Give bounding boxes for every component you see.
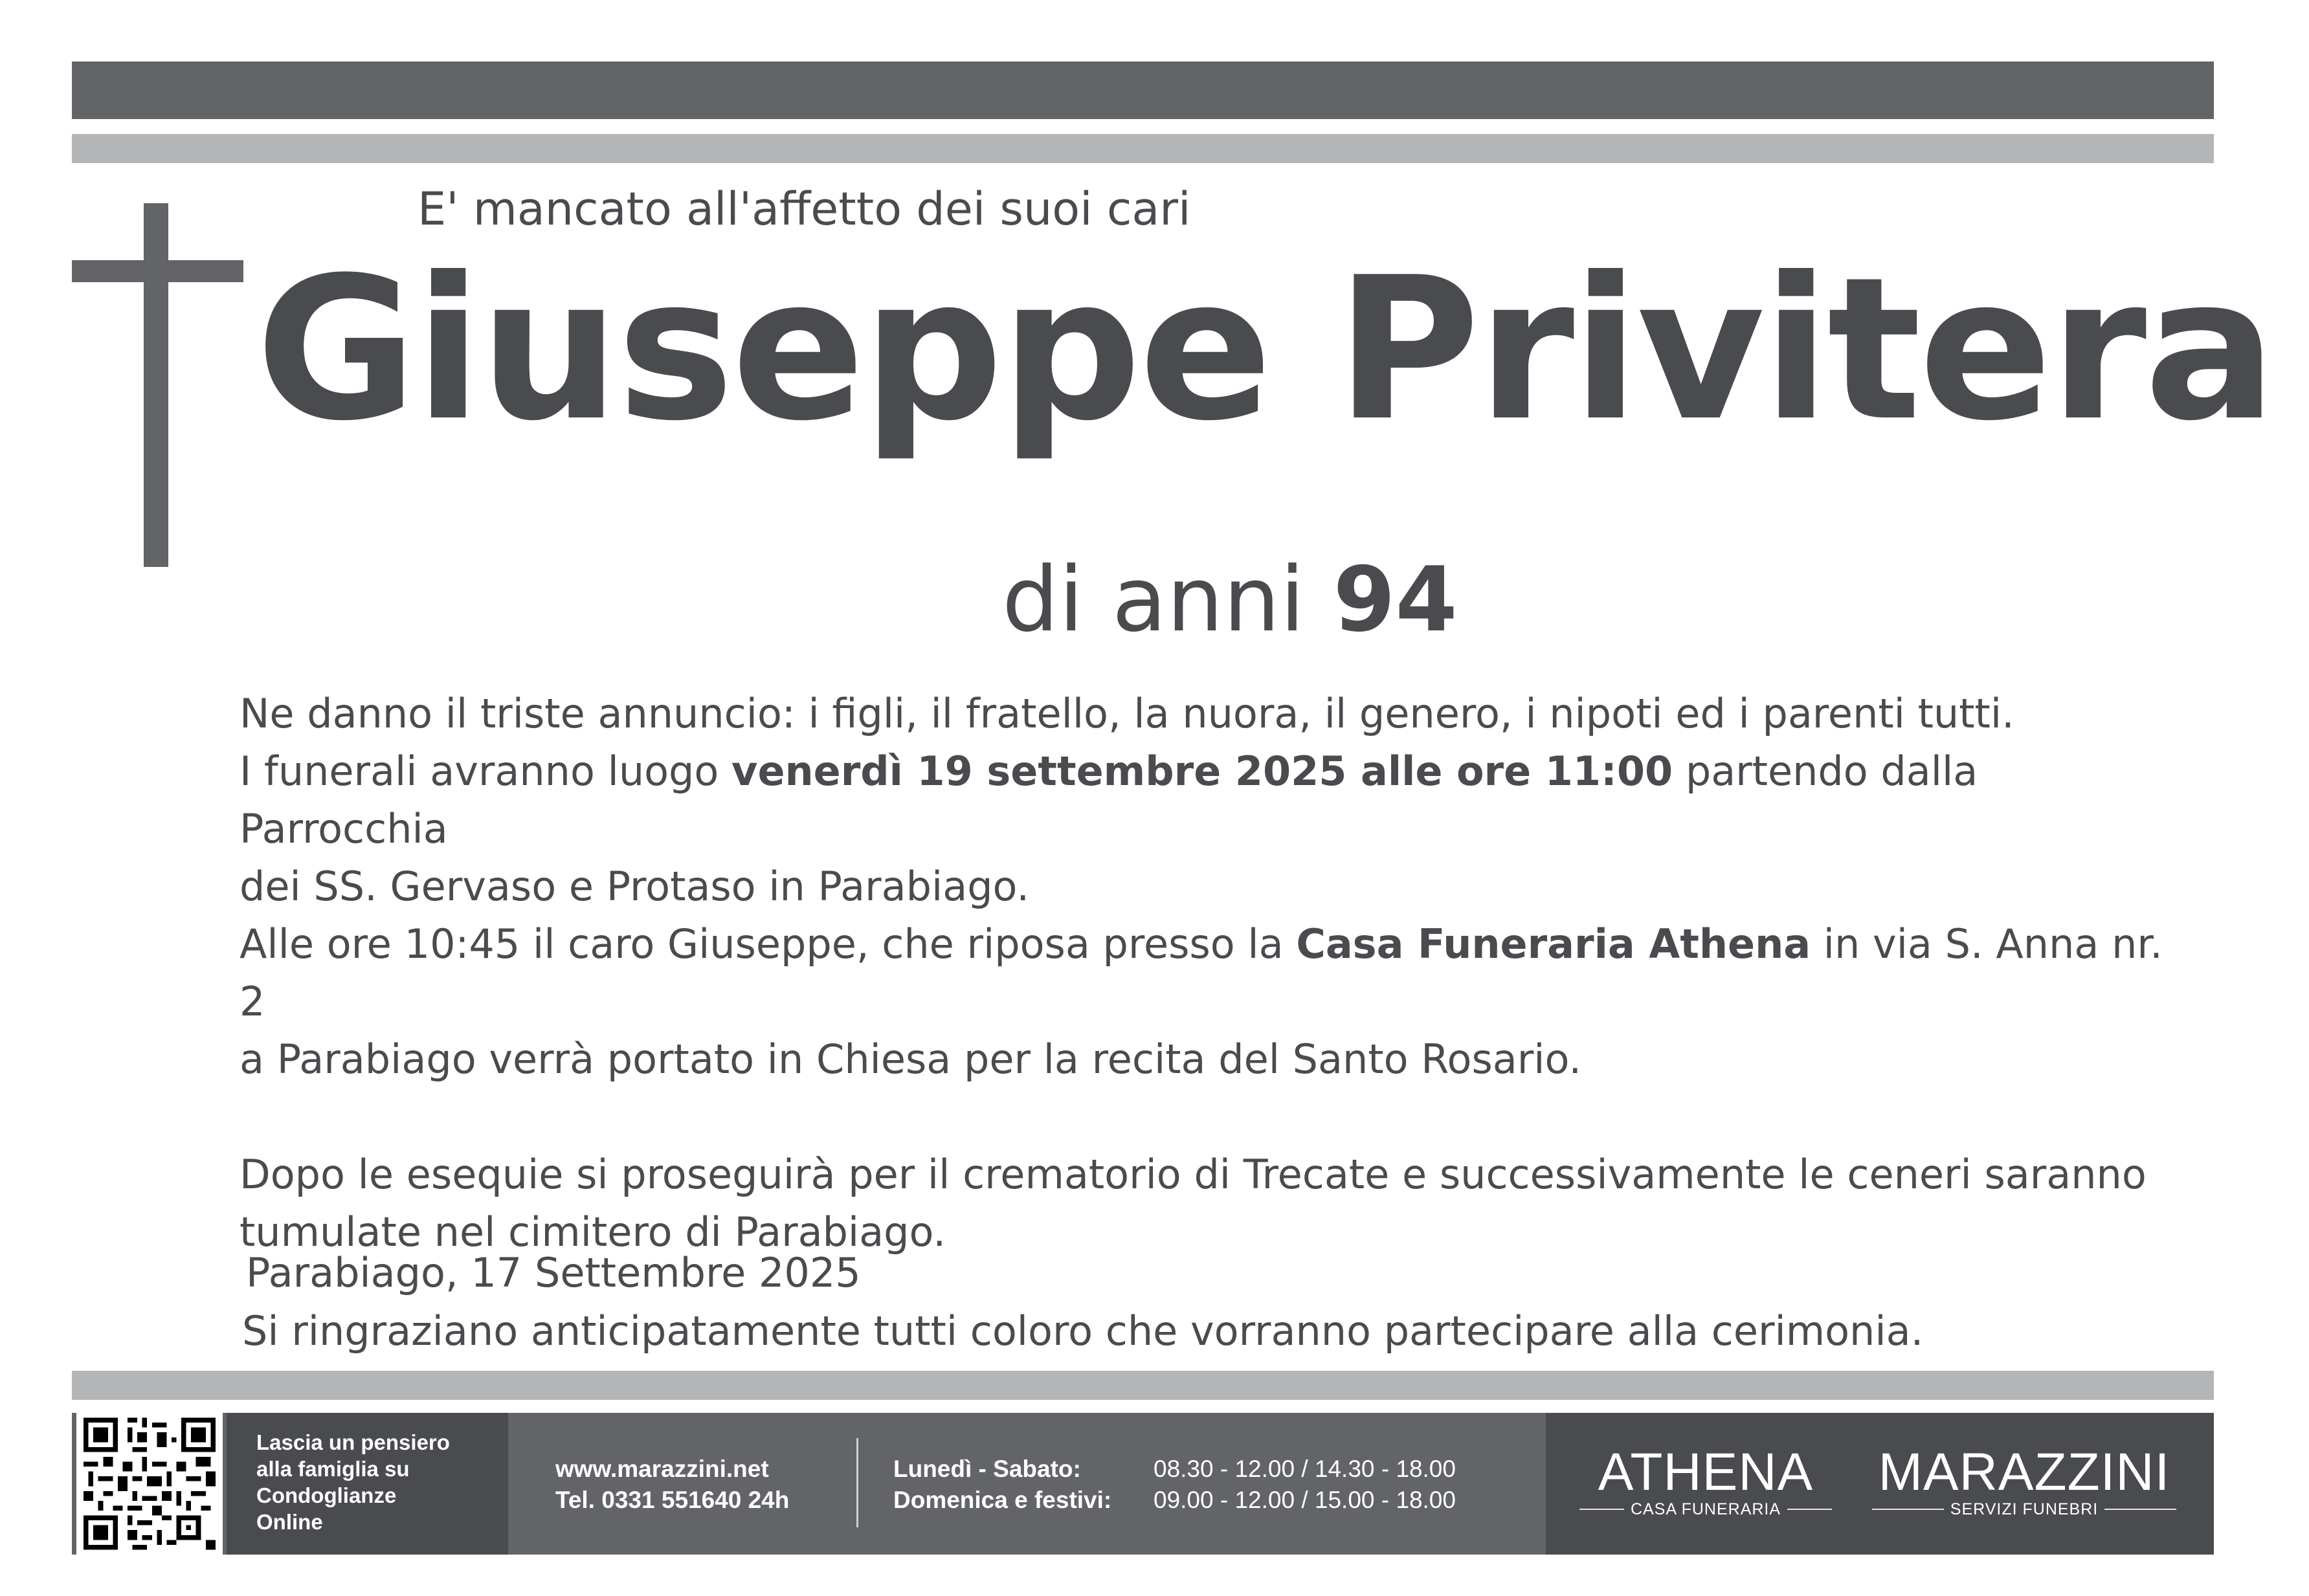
- phone-number: Tel. 0331 551640 24h: [555, 1487, 790, 1513]
- age-value: 94: [1333, 548, 1458, 652]
- age-line: [1002, 548, 1458, 652]
- weekday-label: Lunedì - Sabato:: [893, 1456, 1081, 1482]
- body-line: dei SS. Gervaso e Protaso in Parabiago.: [240, 863, 1030, 910]
- qr-code-graphic: [76, 1413, 223, 1555]
- paragraph-gap: [240, 1088, 2181, 1146]
- body-line: tumulate nel cimitero di Parabiago.: [240, 1208, 946, 1256]
- top-light-bar: [72, 134, 2214, 163]
- place-date: Parabiago, 17 Settembre 2025: [246, 1249, 861, 1296]
- body-line: Ne danno il triste annuncio: i figli, il fratello, la nuora, il genero, i nipoti ed i parenti tutti.: [240, 690, 2014, 737]
- contact-block: [555, 1454, 789, 1516]
- age-prefix: di anni: [1002, 548, 1305, 652]
- condolence-line: alla famiglia su: [256, 1457, 410, 1481]
- holiday-hours: 09.00 - 12.00 / 15.00 - 18.00: [1154, 1487, 1456, 1513]
- marazzini-logo: [1872, 1445, 2176, 1518]
- announcement-body: [240, 685, 2181, 1261]
- condolence-text[interactable]: [256, 1429, 502, 1535]
- body-line: Dopo le esequie si proseguirà per il crematorio di Trecate e successivamente le ceneri saranno: [240, 1151, 2147, 1198]
- website-link[interactable]: www.marazzini.net: [555, 1456, 769, 1482]
- deceased-name: Giuseppe Privitera: [256, 235, 2275, 464]
- cross-icon-vertical: [144, 203, 168, 567]
- footer-divider: [856, 1438, 858, 1527]
- body-line: I funerali avranno luogo venerdì 19 settembre 2025 alle ore 11:00 partendo dalla Parrocchia: [240, 748, 1978, 852]
- athena-logo-sub: CASA FUNERARIA: [1579, 1500, 1832, 1518]
- condolence-line: Condoglianze: [256, 1483, 397, 1507]
- condolence-line: Online: [256, 1510, 323, 1534]
- marazzini-logo-sub: SERVIZI FUNEBRI: [1872, 1500, 2176, 1518]
- holiday-label: Domenica e festivi:: [893, 1487, 1112, 1513]
- qr-code-icon[interactable]: [76, 1413, 223, 1555]
- opening-hours: [1154, 1454, 1456, 1516]
- athena-logo: [1579, 1445, 1832, 1518]
- opening-days: [893, 1454, 1111, 1516]
- marazzini-logo-name: MARAZZINI: [1878, 1443, 2170, 1502]
- body-line: Alle ore 10:45 il caro Giuseppe, che riposa presso la Casa Funeraria Athena in via S. Anna nr. 2: [240, 920, 2163, 1025]
- weekday-hours: 08.30 - 12.00 / 14.30 - 18.00: [1154, 1456, 1456, 1482]
- cross-icon-horizontal: [72, 260, 243, 282]
- top-dark-bar: [72, 61, 2214, 119]
- body-line: a Parabiago verrà portato in Chiesa per la recita del Santo Rosario.: [240, 1036, 1582, 1083]
- intro-text: E' mancato all'affetto dei suoi cari: [418, 183, 1191, 236]
- bottom-light-bar: [72, 1371, 2214, 1400]
- condolence-line: Lascia un pensiero: [256, 1430, 450, 1454]
- athena-logo-name: ATHENA: [1598, 1443, 1814, 1502]
- thanks-text: Si ringraziano anticipatamente tutti coloro che vorranno partecipare alla cerimonia.: [242, 1307, 1924, 1355]
